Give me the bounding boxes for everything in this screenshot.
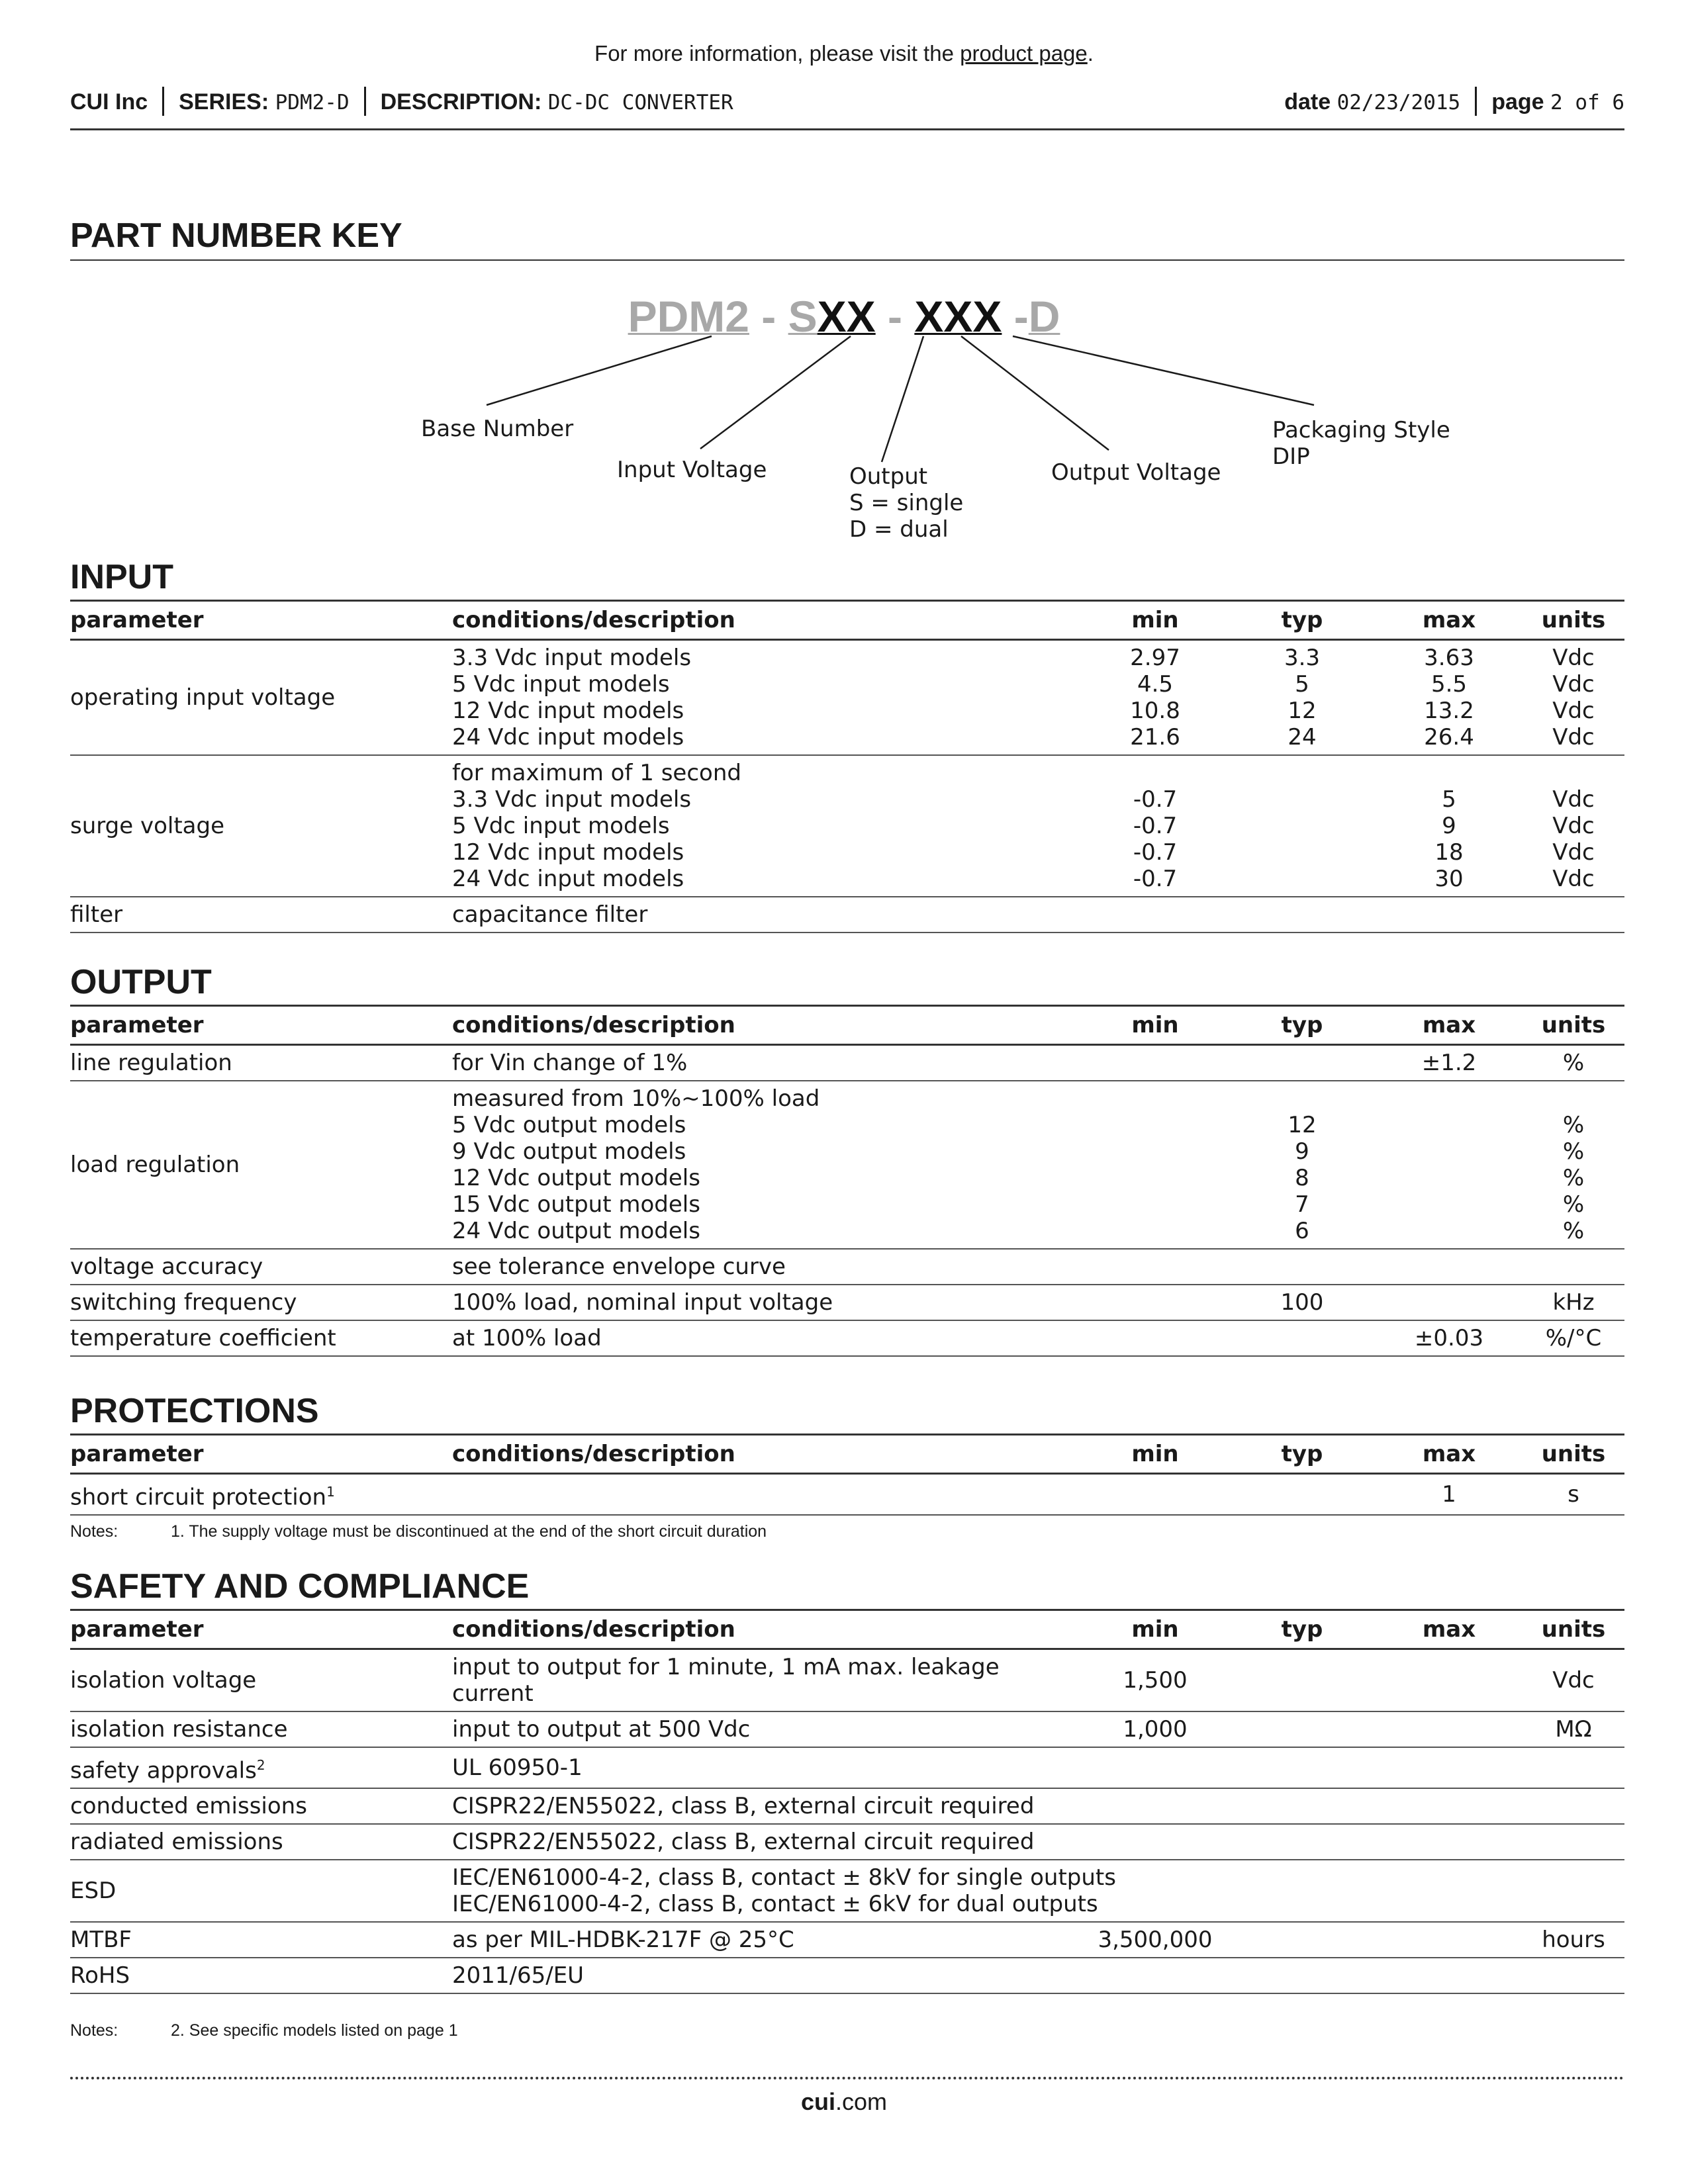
date-value: 02/23/2015 [1336,90,1461,114]
part-number-code: PDM2 - SXX - XXX -D [628,292,1060,341]
safety-table [70,1609,1624,1994]
table-row: filter capacitance filter [70,897,1624,933]
label-input-voltage: Input Voltage [617,457,767,483]
code-xx: XX [817,292,876,341]
part-key-leader-lines [0,0,1688,563]
table-row: radiated emissions CISPR22/EN55022, class B, external circuit required [70,1824,1624,1860]
description-label: DESCRIPTION: [380,89,542,114]
table-header-row: parameter conditions/description min typ max units [70,1006,1624,1045]
code-base: PDM2 [628,292,749,341]
table-row: short circuit protection$^1$ 1 s [70,1474,1624,1516]
code-d: D [1028,292,1060,341]
section-title-safety: SAFETY AND COMPLIANCE [70,1567,530,1606]
code-s: S [788,292,818,341]
top-note: For more information, please visit the product page. [594,41,1094,66]
page-value: 2 of 6 [1550,90,1624,114]
label-output: Output S = single D = dual [849,463,964,543]
label-output-voltage: Output Voltage [1051,459,1221,486]
table-header-row: parameter conditions/description min typ max units [70,1610,1624,1649]
footer-dotted-rule [70,2077,1624,2079]
label-base-number: Base Number [421,416,574,442]
table-row: voltage accuracy see tolerance envelope curve [70,1249,1624,1285]
section-title-input: INPUT [70,558,173,596]
product-page-link[interactable]: product page [960,41,1088,66]
table-row: switching frequency 100% load, nominal input voltage 100 kHz [70,1285,1624,1320]
table-row: operating input voltage 3.3 Vdc input models 5 Vdc input models 12 Vdc input models 24 Vdc input models 2.97 4.5 10.8 21.6 3.3 5 12 24 3.63 5.5 13.2 26.4 Vdc Vdc Vdc Vdc [70,640,1624,756]
table-row: RoHS 2011/65/EU [70,1958,1624,1993]
series-label: SERIES: [179,89,269,114]
table-row: safety approvals$^2$ UL 60950-1 [70,1747,1624,1788]
table-row: surge voltage for maximum of 1 second 3.3 Vdc input models 5 Vdc input models 12 Vdc input models 24 Vdc input models -0.7 -0.7 -0.7 -0.7 5 9 18 30 Vdc Vdc Vdc Vdc [70,755,1624,897]
leader-packaging [1013,336,1314,405]
input-table [70,600,1624,933]
section-title-output: OUTPUT [70,963,212,1001]
section-title-part-number-key: PART NUMBER KEY [70,216,402,255]
output-table [70,1005,1624,1357]
table-row: isolation resistance input to output at 500 Vdc 1,000 MΩ [70,1711,1624,1747]
company-name: CUI Inc [70,89,148,114]
table-row: line regulation for Vin change of 1% ±1.2 % [70,1045,1624,1081]
footer-website[interactable]: cui.com [800,2088,888,2115]
leader-output [882,336,923,462]
leader-input [700,336,851,449]
table-row: load regulation measured from 10%~100% load 5 Vdc output models 9 Vdc output models 12 Vdc output models 15 Vdc output models 24 Vdc output models 12 9 8 7 6 % % % % % [70,1081,1624,1249]
table-row: temperature coefficient at 100% load ±0.03 %/°C [70,1320,1624,1356]
table-row: conducted emissions CISPR22/EN55022, class B, external circuit required [70,1788,1624,1824]
leader-base [487,336,712,405]
table-header-row: parameter conditions/description min typ max units [70,1435,1624,1474]
table-row: MTBF as per MIL-HDBK-217F @ 25°C 3,500,000 hours [70,1922,1624,1958]
code-xxx: XXX [914,292,1002,341]
table-row: ESD IEC/EN61000-4-2, class B, contact ± 8kV for single outputs IEC/EN61000-4-2, class B, contact ± 6kV for dual outputs [70,1860,1624,1922]
page-label: page [1491,89,1544,114]
table-header-row: parameter conditions/description min typ max units [70,601,1624,640]
description-value: DC-DC CONVERTER [547,90,733,114]
label-packaging-style: Packaging Style DIP [1272,417,1450,470]
protections-table [70,1433,1624,1516]
safety-notes: Notes: 2. See specific models listed on page 1 [70,2021,458,2040]
date-label: date [1284,89,1331,114]
table-row: isolation voltage input to output for 1 minute, 1 mA max. leakage current 1,500 Vdc [70,1649,1624,1712]
section-title-protections: PROTECTIONS [70,1392,319,1430]
protections-notes: Notes: 1. The supply voltage must be discontinued at the end of the short circuit duration [70,1522,767,1541]
series-value: PDM2-D [275,90,350,114]
